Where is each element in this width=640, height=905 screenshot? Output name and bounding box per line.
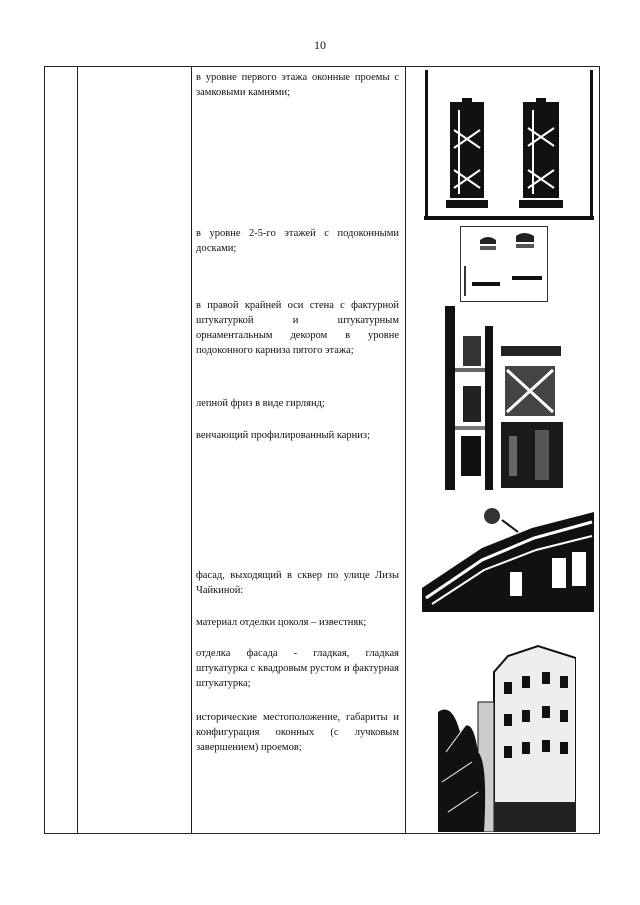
column-divider (77, 67, 78, 833)
photo-first-floor-windows (424, 70, 594, 220)
entry-cornice: венчающий профилированный карниз; (196, 430, 370, 441)
entry-facade-finish: отделка фасада - гладкая, гладкая штукатурка с квадровым рустом и фактурная штукатурка; (196, 648, 399, 689)
column-divider (405, 67, 406, 833)
entry-right-axis-wall: в правой крайней оси стена с фактурной штукатуркой и штукатурным орнаментальным декором в уровне подоконного карниза пятого этажа; (196, 300, 399, 356)
entry-first-floor-windows: в уровне первого этажа оконные проемы с замковыми камнями; (196, 72, 399, 98)
entry-plinth-material: материал отделки цоколя – известняк; (196, 617, 367, 628)
photo-cornice (422, 508, 594, 612)
column-divider (191, 67, 192, 833)
photo-square-facade (438, 642, 576, 832)
entry-square-facade: фасад, выходящий в сквер по улице Лизы Чайкиной: (196, 570, 399, 596)
entry-window-openings: исторические местоположение, габариты и конфигурация оконных (с лучковым завершением) проемов; (196, 712, 399, 753)
entry-frieze: лепной фриз в виде гирлянд; (196, 398, 325, 409)
photo-window-sills (460, 226, 548, 302)
page-number: 10 (314, 38, 326, 52)
photo-wall-decor (445, 306, 569, 490)
entry-upper-floor-windows: в уровне 2-5-го этажей с подоконными досками; (196, 228, 399, 254)
